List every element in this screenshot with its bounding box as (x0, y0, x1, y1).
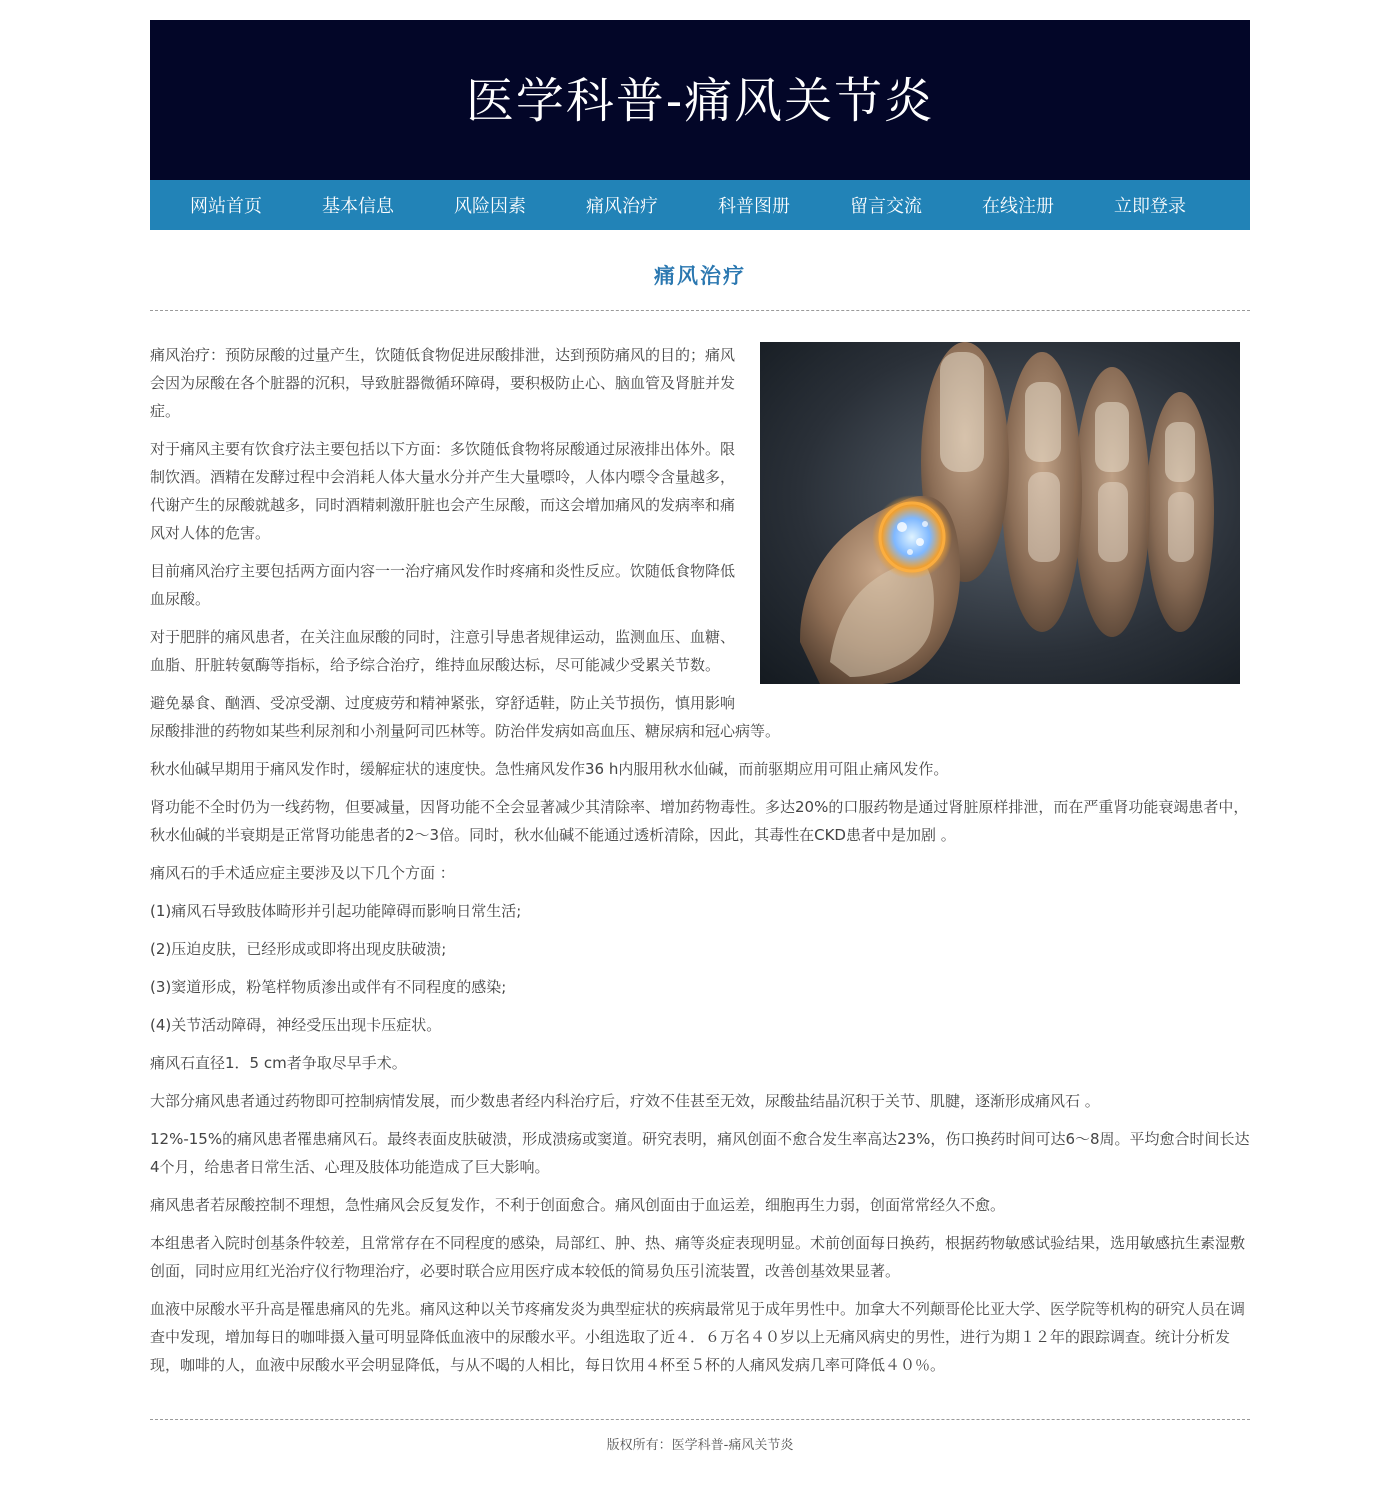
nav-item-basic-info[interactable]: 基本信息 (322, 196, 394, 217)
site-title: 医学科普-痛风关节炎 (465, 72, 935, 129)
paragraph: 血液中尿酸水平升高是罹患痛风的先兆。痛风这种以关节疼痛发炎为典型症状的疾病最常见于成年男性中。加拿大不列颠哥伦比亚大学、医学院等机构的研究人员在调查中发现，增加每日的咖啡摄入量可明显降低血液中的尿酸水平。小组选取了近４．６万名４０岁以上无痛风病史的男性，进行为期１２年的跟踪调查。统计分析发现，咖啡的人，血液中尿酸水平会明显降低，与从不喝的人相比，每日饮用４杯至５杯的人痛风发病几率可降低４０％。 (150, 1300, 1246, 1374)
nav-item-gallery[interactable]: 科普图册 (718, 196, 790, 217)
site-banner (150, 20, 1250, 180)
paragraph: 避免暴食、酗酒、受凉受潮、过度疲劳和精神紧张，穿舒适鞋，防止关节损伤，慎用影响尿酸排泄的药物如某些利尿剂和小剂量阿司匹林等。防治伴发病如高血压、糖尿病和冠心病等。 (150, 694, 781, 740)
paragraph: 秋水仙碱早期用于痛风发作时，缓解症状的速度快。急性痛风发作36 h内服用秋水仙碱，而前驱期应用可阻止痛风发作。 (150, 760, 949, 778)
copyright-text: 版权所有：医学科普-痛风关节炎 (606, 1438, 794, 1453)
main-nav (150, 180, 1250, 230)
paragraph: (2)压迫皮肤，已经形成或即将出现皮肤破溃; (150, 940, 447, 958)
paragraph: 大部分痛风患者通过药物即可控制病情发展，而少数患者经内科治疗后，疗效不佳甚至无效，尿酸盐结晶沉积于关节、肌腱，逐渐形成痛风石 。 (150, 1092, 1100, 1110)
nav-item-risk-factors[interactable]: 风险因素 (454, 196, 526, 217)
nav-item-gout-treatment[interactable]: 痛风治疗 (586, 196, 658, 217)
paragraph: 本组患者入院时创基条件较差，且常常存在不同程度的感染，局部红、肿、热、痛等炎症表现明显。术前创面每日换药，根据药物敏感试验结果，选用敏感抗生素湿敷创面，同时应用红光治疗仪行物理治疗，必要时联合应用医疗成本较低的简易负压引流装置，改善创基效果显著。 (150, 1234, 1246, 1280)
paragraph: 痛风治疗：预防尿酸的过量产生，饮随低食物促进尿酸排泄，达到预防痛风的目的；痛风会因为尿酸在各个脏器的沉积，导致脏器微循环障碍，要积极防止心、脑血管及肾脏并发症。 (150, 346, 736, 420)
page-title: 痛风治疗 (150, 260, 1250, 311)
paragraph: 肾功能不全时仍为一线药物，但要减量，因肾功能不全会显著减少其清除率、增加药物毒性。多达20%的口服药物是通过肾脏原样排泄，而在严重肾功能衰竭患者中，秋水仙碱的半衰期是正常肾功能患者的2～3倍。同时，秋水仙碱不能通过透析清除，因此，其毒性在CKD患者中是加剧 。 (150, 798, 1249, 844)
nav-item-home[interactable]: 网站首页 (190, 196, 262, 217)
nav-item-register[interactable]: 在线注册 (982, 196, 1054, 217)
paragraph: (4)关节活动障碍，神经受压出现卡压症状。 (150, 1016, 442, 1034)
page-wrapper (150, 0, 1250, 1453)
article-content (150, 341, 1250, 1389)
paragraph: 痛风石直径1．5 cm者争取尽早手术。 (150, 1054, 407, 1072)
paragraph: (3)窦道形成，粉笔样物质渗出或伴有不同程度的感染; (150, 978, 507, 996)
nav-item-login[interactable]: 立即登录 (1114, 196, 1186, 217)
paragraph: 痛风患者若尿酸控制不理想，急性痛风会反复发作，不利于创面愈合。痛风创面由于血运差，细胞再生力弱，创面常常经久不愈。 (150, 1196, 1006, 1214)
paragraph: (1)痛风石导致肢体畸形并引起功能障碍而影响日常生活; (150, 902, 522, 920)
gout-foot-illustration (760, 342, 1240, 684)
paragraph: 痛风石的手术适应症主要涉及以下几个方面 ： (150, 864, 455, 882)
site-footer (150, 1419, 1250, 1453)
paragraph: 对于肥胖的痛风患者，在关注血尿酸的同时，注意引导患者规律运动，监测血压、血糖、血脂、肝脏转氨酶等指标，给予综合治疗，维持血尿酸达标，尽可能减少受累关节数。 (150, 628, 736, 674)
nav-item-message-board[interactable]: 留言交流 (850, 196, 922, 217)
paragraph: 对于痛风主要有饮食疗法主要包括以下方面：多饮随低食物将尿酸通过尿液排出体外。限制饮酒。酒精在发酵过程中会消耗人体大量水分并产生大量嘌呤，人体内嘌令含量越多，代谢产生的尿酸就越多，同时酒精刺激肝脏也会产生尿酸，而这会增加痛风的发病率和痛风对人体的危害。 (150, 440, 736, 542)
paragraph: 12%-15%的痛风患者罹患痛风石。最终表面皮肤破溃，形成溃疡或窦道。研究表明，痛风创面不愈合发生率高达23%，伤口换药时间可达6～8周。平均愈合时间长达4个月，给患者日常生活、心理及肢体功能造成了巨大影响。 (150, 1130, 1250, 1176)
paragraph: 目前痛风治疗主要包括两方面内容一一治疗痛风发作时疼痛和炎性反应。饮随低食物降低血尿酸。 (150, 562, 736, 608)
